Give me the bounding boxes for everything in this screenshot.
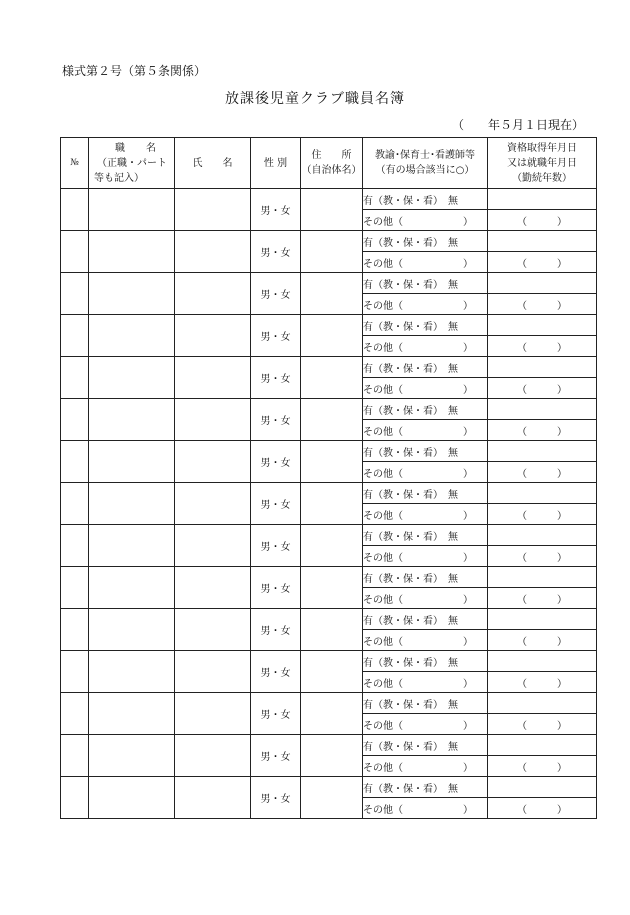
address-cell[interactable] xyxy=(301,273,363,315)
years-of-service: （ ） xyxy=(517,552,567,564)
number-cell[interactable] xyxy=(61,609,89,651)
years-of-service: （ ） xyxy=(517,258,567,270)
gender-options: 男・女 xyxy=(260,710,291,721)
certification-other-cell[interactable] xyxy=(363,672,488,693)
years-of-service-cell[interactable] xyxy=(488,672,597,693)
certification-other-cell[interactable] xyxy=(363,630,488,651)
certification-other-cell[interactable] xyxy=(363,378,488,399)
certification-other-cell[interactable] xyxy=(363,252,488,273)
name-cell[interactable] xyxy=(175,399,251,441)
qualification-date-cell[interactable] xyxy=(488,273,597,294)
certification-options: 有（教・保・看） 無 xyxy=(363,741,458,753)
gender-options: 男・女 xyxy=(260,206,291,217)
certification-options: 有（教・保・看） 無 xyxy=(363,489,458,501)
header-position-sub2: 等も記入） xyxy=(94,172,144,184)
staff-roster-table xyxy=(60,137,597,819)
qualification-date-cell[interactable] xyxy=(488,315,597,336)
years-of-service: （ ） xyxy=(517,510,567,522)
certification-other: その他（ ） xyxy=(363,720,473,732)
position-cell[interactable] xyxy=(89,441,175,483)
address-cell[interactable] xyxy=(301,189,363,231)
header-certification-sub: （有の場合該当に○） xyxy=(375,165,475,176)
number-cell[interactable] xyxy=(61,357,89,399)
gender-options: 男・女 xyxy=(260,290,291,301)
gender-options: 男・女 xyxy=(260,626,291,637)
certification-options-cell[interactable] xyxy=(363,735,488,756)
years-of-service: （ ） xyxy=(517,636,567,648)
gender-cell[interactable] xyxy=(251,525,301,567)
gender-cell[interactable] xyxy=(251,483,301,525)
years-of-service: （ ） xyxy=(517,594,567,606)
address-cell[interactable] xyxy=(301,651,363,693)
certification-other-cell[interactable] xyxy=(363,336,488,357)
certification-other: その他（ ） xyxy=(363,426,473,438)
position-cell[interactable] xyxy=(89,273,175,315)
years-of-service: （ ） xyxy=(517,804,567,816)
header-address-label: 住 所 xyxy=(311,150,352,161)
qualification-date-cell[interactable] xyxy=(488,777,597,798)
table-row xyxy=(61,273,597,294)
header-number-label: № xyxy=(70,157,79,168)
header-position-char1: 職 xyxy=(115,142,125,154)
certification-other-cell[interactable] xyxy=(363,714,488,735)
certification-other: その他（ ） xyxy=(363,216,473,228)
certification-options-cell[interactable] xyxy=(363,609,488,630)
document-title: 放課後児童クラブ職員名簿 xyxy=(225,91,405,107)
certification-other: その他（ ） xyxy=(363,342,473,354)
gender-options: 男・女 xyxy=(260,374,291,385)
table-row xyxy=(61,567,597,588)
certification-other-cell[interactable] xyxy=(363,546,488,567)
name-cell[interactable] xyxy=(175,315,251,357)
position-cell[interactable] xyxy=(89,525,175,567)
years-of-service-cell[interactable] xyxy=(488,336,597,357)
certification-other-cell[interactable] xyxy=(363,420,488,441)
table-row xyxy=(61,189,597,210)
gender-cell[interactable] xyxy=(251,399,301,441)
name-cell[interactable] xyxy=(175,777,251,819)
name-cell[interactable] xyxy=(175,231,251,273)
certification-other-cell[interactable] xyxy=(363,588,488,609)
certification-options: 有（教・保・看） 無 xyxy=(363,195,458,207)
certification-other: その他（ ） xyxy=(363,594,473,606)
address-cell[interactable] xyxy=(301,693,363,735)
address-cell[interactable] xyxy=(301,609,363,651)
roster-body xyxy=(61,189,597,819)
certification-options: 有（教・保・看） 無 xyxy=(363,531,458,543)
gender-options: 男・女 xyxy=(260,332,291,343)
certification-options: 有（教・保・看） 無 xyxy=(363,279,458,291)
years-of-service: （ ） xyxy=(517,762,567,774)
certification-other: その他（ ） xyxy=(363,300,473,312)
certification-options-cell[interactable] xyxy=(363,483,488,504)
header-position-char2: 名 xyxy=(146,142,156,154)
years-of-service-cell[interactable] xyxy=(488,378,597,399)
certification-options: 有（教・保・看） 無 xyxy=(363,447,458,459)
position-cell[interactable] xyxy=(89,693,175,735)
years-of-service: （ ） xyxy=(517,720,567,732)
years-of-service: （ ） xyxy=(517,468,567,480)
certification-other: その他（ ） xyxy=(363,468,473,480)
number-cell[interactable] xyxy=(61,567,89,609)
table-row xyxy=(61,693,597,714)
gender-options: 男・女 xyxy=(260,752,291,763)
qualification-date-cell[interactable] xyxy=(488,231,597,252)
qualification-date-cell[interactable] xyxy=(488,189,597,210)
certification-other: その他（ ） xyxy=(363,804,473,816)
position-cell[interactable] xyxy=(89,567,175,609)
table-row xyxy=(61,357,597,378)
gender-options: 男・女 xyxy=(260,794,291,805)
number-cell[interactable] xyxy=(61,273,89,315)
gender-options: 男・女 xyxy=(260,584,291,595)
number-cell[interactable] xyxy=(61,315,89,357)
years-of-service: （ ） xyxy=(517,426,567,438)
header-certification-label: 教諭･保育士･看護師等 xyxy=(375,150,475,161)
position-cell[interactable] xyxy=(89,231,175,273)
name-cell[interactable] xyxy=(175,273,251,315)
qualification-date-cell[interactable] xyxy=(488,357,597,378)
certification-other-cell[interactable] xyxy=(363,798,488,819)
certification-other: その他（ ） xyxy=(363,636,473,648)
gender-cell[interactable] xyxy=(251,189,301,231)
table-row xyxy=(61,315,597,336)
address-cell[interactable] xyxy=(301,735,363,777)
gender-cell[interactable] xyxy=(251,315,301,357)
gender-options: 男・女 xyxy=(260,458,291,469)
position-cell[interactable] xyxy=(89,483,175,525)
certification-options: 有（教・保・看） 無 xyxy=(363,657,458,669)
name-cell[interactable] xyxy=(175,609,251,651)
header-qualification-mid: 又は就職年月日 xyxy=(507,157,577,169)
years-of-service-cell[interactable] xyxy=(488,714,597,735)
certification-options-cell[interactable] xyxy=(363,273,488,294)
years-of-service: （ ） xyxy=(517,678,567,690)
number-cell[interactable] xyxy=(61,399,89,441)
years-of-service-cell[interactable] xyxy=(488,210,597,231)
gender-options: 男・女 xyxy=(260,668,291,679)
gender-cell[interactable] xyxy=(251,777,301,819)
certification-options: 有（教・保・看） 無 xyxy=(363,573,458,585)
certification-options-cell[interactable] xyxy=(363,567,488,588)
gender-options: 男・女 xyxy=(260,500,291,511)
name-cell[interactable] xyxy=(175,567,251,609)
position-cell[interactable] xyxy=(89,735,175,777)
gender-cell[interactable] xyxy=(251,567,301,609)
header-qualification-top: 資格取得年月日 xyxy=(507,142,577,154)
certification-options: 有（教・保・看） 無 xyxy=(363,699,458,711)
header-name xyxy=(175,138,251,189)
address-cell[interactable] xyxy=(301,357,363,399)
gender-cell[interactable] xyxy=(251,357,301,399)
header-certification xyxy=(363,138,488,189)
header-number xyxy=(61,138,89,189)
qualification-date-cell[interactable] xyxy=(488,735,597,756)
years-of-service-cell[interactable] xyxy=(488,504,597,525)
certification-options: 有（教・保・看） 無 xyxy=(363,237,458,249)
gender-cell[interactable] xyxy=(251,609,301,651)
years-of-service-cell[interactable] xyxy=(488,798,597,819)
header-position-title xyxy=(89,141,174,156)
qualification-date-cell[interactable] xyxy=(488,567,597,588)
table-header-row xyxy=(61,138,597,189)
years-of-service: （ ） xyxy=(517,216,567,228)
number-cell[interactable] xyxy=(61,735,89,777)
qualification-date-cell[interactable] xyxy=(488,441,597,462)
certification-options: 有（教・保・看） 無 xyxy=(363,321,458,333)
table-row xyxy=(61,483,597,504)
certification-other-cell[interactable] xyxy=(363,462,488,483)
qualification-date-cell[interactable] xyxy=(488,693,597,714)
table-row xyxy=(61,231,597,252)
years-of-service-cell[interactable] xyxy=(488,588,597,609)
certification-options: 有（教・保・看） 無 xyxy=(363,615,458,627)
certification-options-cell[interactable] xyxy=(363,315,488,336)
position-cell[interactable] xyxy=(89,777,175,819)
certification-other: その他（ ） xyxy=(363,510,473,522)
name-cell[interactable] xyxy=(175,651,251,693)
years-of-service-cell[interactable] xyxy=(488,546,597,567)
qualification-date-cell[interactable] xyxy=(488,483,597,504)
certification-other-cell[interactable] xyxy=(363,504,488,525)
address-cell[interactable] xyxy=(301,483,363,525)
number-cell[interactable] xyxy=(61,777,89,819)
gender-cell[interactable] xyxy=(251,693,301,735)
qualification-date-cell[interactable] xyxy=(488,609,597,630)
qualification-date-cell[interactable] xyxy=(488,399,597,420)
gender-options: 男・女 xyxy=(260,248,291,259)
gender-cell[interactable] xyxy=(251,735,301,777)
number-cell[interactable] xyxy=(61,189,89,231)
header-name-label: 氏 名 xyxy=(192,157,233,169)
years-of-service-cell[interactable] xyxy=(488,462,597,483)
gender-cell[interactable] xyxy=(251,651,301,693)
certification-options-cell[interactable] xyxy=(363,399,488,420)
years-of-service: （ ） xyxy=(517,300,567,312)
years-of-service: （ ） xyxy=(517,384,567,396)
header-gender-label: 性 別 xyxy=(263,157,288,169)
certification-other: その他（ ） xyxy=(363,762,473,774)
address-cell[interactable] xyxy=(301,525,363,567)
address-cell[interactable] xyxy=(301,231,363,273)
form-number: 様式第２号（第５条関係） xyxy=(62,64,207,78)
header-gender xyxy=(251,138,301,189)
name-cell[interactable] xyxy=(175,189,251,231)
header-address xyxy=(301,138,363,189)
number-cell[interactable] xyxy=(61,231,89,273)
position-cell[interactable] xyxy=(89,651,175,693)
gender-options: 男・女 xyxy=(260,416,291,427)
table-row xyxy=(61,735,597,756)
certification-options-cell[interactable] xyxy=(363,441,488,462)
number-cell[interactable] xyxy=(61,651,89,693)
certification-options-cell[interactable] xyxy=(363,357,488,378)
certification-other: その他（ ） xyxy=(363,384,473,396)
certification-options: 有（教・保・看） 無 xyxy=(363,783,458,795)
certification-other: その他（ ） xyxy=(363,678,473,690)
name-cell[interactable] xyxy=(175,357,251,399)
address-cell[interactable] xyxy=(301,777,363,819)
table-row xyxy=(61,651,597,672)
certification-options-cell[interactable] xyxy=(363,189,488,210)
number-cell[interactable] xyxy=(61,441,89,483)
table-row xyxy=(61,777,597,798)
certification-options-cell[interactable] xyxy=(363,693,488,714)
certification-options-cell[interactable] xyxy=(363,777,488,798)
header-position-sub1: （正職・パート xyxy=(97,157,167,169)
position-cell[interactable] xyxy=(89,399,175,441)
header-position xyxy=(89,138,175,189)
as-of-date: （ 年５月１日現在） xyxy=(452,118,585,132)
name-cell[interactable] xyxy=(175,525,251,567)
years-of-service-cell[interactable] xyxy=(488,630,597,651)
address-cell[interactable] xyxy=(301,441,363,483)
name-cell[interactable] xyxy=(175,483,251,525)
years-of-service: （ ） xyxy=(517,342,567,354)
address-cell[interactable] xyxy=(301,399,363,441)
certification-options-cell[interactable] xyxy=(363,525,488,546)
position-cell[interactable] xyxy=(89,315,175,357)
certification-options-cell[interactable] xyxy=(363,651,488,672)
certification-other-cell[interactable] xyxy=(363,294,488,315)
certification-options-cell[interactable] xyxy=(363,231,488,252)
position-cell[interactable] xyxy=(89,189,175,231)
address-cell[interactable] xyxy=(301,315,363,357)
position-cell[interactable] xyxy=(89,609,175,651)
position-cell[interactable] xyxy=(89,357,175,399)
gender-cell[interactable] xyxy=(251,273,301,315)
years-of-service-cell[interactable] xyxy=(488,420,597,441)
name-cell[interactable] xyxy=(175,441,251,483)
name-cell[interactable] xyxy=(175,693,251,735)
years-of-service-cell[interactable] xyxy=(488,294,597,315)
qualification-date-cell[interactable] xyxy=(488,651,597,672)
certification-other: その他（ ） xyxy=(363,552,473,564)
certification-other: その他（ ） xyxy=(363,258,473,270)
years-of-service-cell[interactable] xyxy=(488,252,597,273)
name-cell[interactable] xyxy=(175,735,251,777)
number-cell[interactable] xyxy=(61,525,89,567)
table-row xyxy=(61,441,597,462)
gender-cell[interactable] xyxy=(251,231,301,273)
header-address-sub: （自治体名） xyxy=(301,165,362,176)
table-row xyxy=(61,609,597,630)
gender-options: 男・女 xyxy=(260,542,291,553)
certification-options: 有（教・保・看） 無 xyxy=(363,363,458,375)
table-row xyxy=(61,399,597,420)
certification-other-cell[interactable] xyxy=(363,756,488,777)
number-cell[interactable] xyxy=(61,483,89,525)
number-cell[interactable] xyxy=(61,693,89,735)
gender-cell[interactable] xyxy=(251,441,301,483)
table-row xyxy=(61,525,597,546)
certification-other-cell[interactable] xyxy=(363,210,488,231)
header-qualification-sub: （勤続年数） xyxy=(512,172,572,184)
qualification-date-cell[interactable] xyxy=(488,525,597,546)
address-cell[interactable] xyxy=(301,567,363,609)
certification-options: 有（教・保・看） 無 xyxy=(363,405,458,417)
years-of-service-cell[interactable] xyxy=(488,756,597,777)
header-qualification-date xyxy=(488,138,597,189)
